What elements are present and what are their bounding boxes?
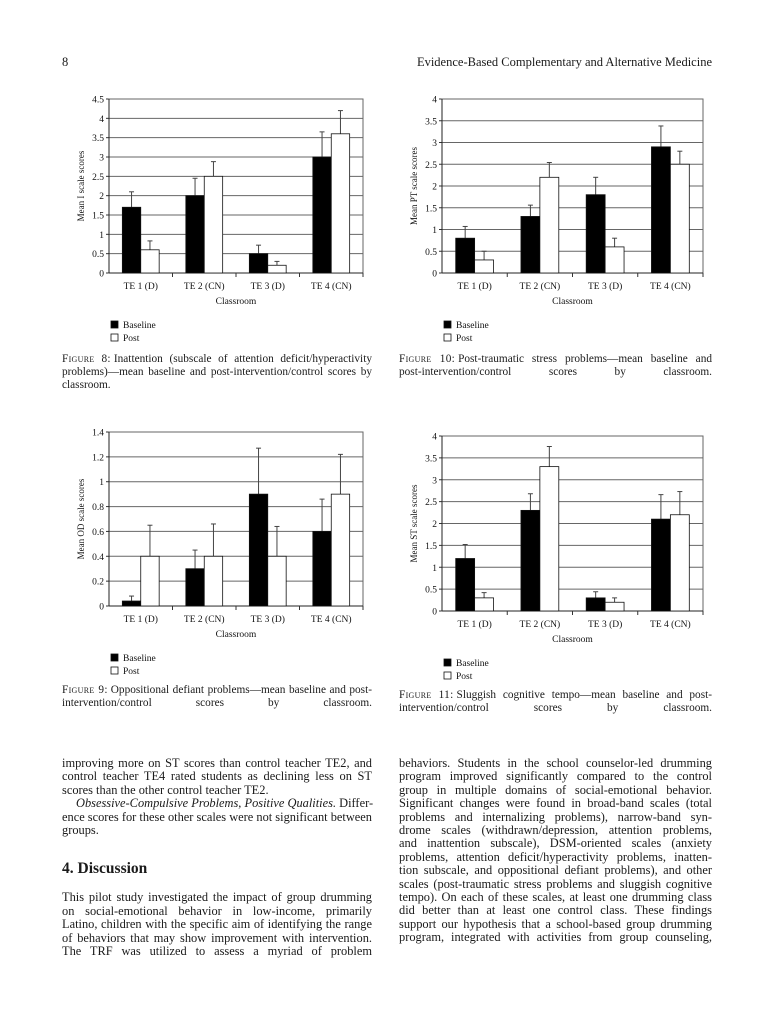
figure-label: Figure 8:	[62, 353, 111, 365]
bar-post	[141, 556, 159, 606]
caption-line	[62, 366, 372, 379]
text-line: program improved significantly compared to the control	[399, 769, 712, 784]
legend-swatch-post	[111, 667, 118, 674]
bar-baseline	[186, 196, 204, 273]
x-category-label: TE 2 (CN)	[519, 620, 561, 630]
running-head-journal-title: Evidence-Based Complementary and Alternative Medicine	[416, 55, 712, 69]
bar-baseline	[651, 147, 670, 273]
legend-swatch-baseline	[444, 659, 451, 666]
x-category-label: TE 1 (D)	[123, 615, 158, 625]
caption-line	[399, 353, 712, 366]
bar-post	[540, 467, 559, 611]
legend-label-baseline: Baseline	[456, 659, 489, 669]
text-line: scales (post-traumatic stress problems and sluggish cognitive	[399, 876, 712, 891]
y-tick-label: 4.5	[92, 95, 104, 106]
y-tick-label: 0	[99, 602, 104, 613]
text-line: tion subscale, and oppositional defiant problems), and other	[399, 863, 712, 878]
figure-label: Figure 9:	[62, 684, 108, 696]
bar-post	[268, 556, 286, 606]
x-category-label: TE 4 (CN)	[650, 620, 691, 630]
text-line: group in multiple domains of social-emotional behavior.	[399, 782, 712, 797]
text-line: This pilot study investigated the impact of group drumming	[62, 890, 372, 905]
y-axis-title: Mean ST scale scores	[409, 484, 419, 563]
y-tick-label: 4	[432, 95, 437, 106]
caption-line	[399, 366, 712, 379]
y-tick-label: 4	[99, 114, 104, 125]
text-line: and inattention subscale), DSM-oriented scales (anxiety	[399, 836, 712, 851]
x-category-label: TE 3 (D)	[250, 615, 285, 625]
bar-baseline	[521, 510, 540, 611]
bar-baseline	[456, 238, 475, 273]
bar-post	[268, 265, 286, 273]
y-tick-label: 2.5	[92, 172, 104, 183]
text-line: of behaviors that may show improvement with intervention.	[62, 930, 372, 945]
y-tick-label: 2.5	[425, 160, 437, 171]
bar-post	[204, 556, 222, 606]
legend-label-post: Post	[456, 672, 473, 682]
text-line: Latino, children with the specific aim of identifying the range	[62, 917, 372, 932]
y-tick-label: 1	[99, 478, 104, 489]
y-axis-title: Mean OD scale scores	[76, 478, 86, 560]
y-axis-title: Mean PT scale scores	[409, 146, 419, 226]
legend-label-post: Post	[456, 334, 473, 344]
caption-text: intervention/control scores by classroom.	[399, 702, 712, 714]
y-tick-label: 1.5	[425, 541, 437, 552]
bar-post	[331, 134, 349, 273]
text-line: problems and internalizing problems), narrow-band syn-	[399, 809, 712, 824]
chart-figure-11	[409, 433, 703, 683]
bar-post	[475, 260, 494, 273]
bar-post	[540, 177, 559, 273]
text-line: improving more on ST scores than control teacher TE2, and	[62, 756, 372, 770]
text-line: control teacher TE4 rated students as declining less on ST	[62, 769, 372, 784]
x-axis-title: Classroom	[215, 297, 257, 307]
x-axis-title: Classroom	[215, 630, 257, 640]
x-category-label: TE 4 (CN)	[650, 282, 691, 292]
legend-swatch-post	[444, 334, 451, 341]
caption-text: problems)—mean baseline and post-intervention/control scores by	[62, 366, 372, 378]
text-line: The TRF was utilized to assess a myriad of problem	[62, 943, 372, 958]
bar-post	[204, 176, 222, 273]
page-number: 8	[62, 55, 69, 69]
paragraph-discussion	[62, 891, 372, 958]
text-line: did better than at least one control class. These findings	[399, 903, 712, 918]
bar-baseline	[586, 195, 605, 273]
y-tick-label: 1.4	[92, 428, 104, 439]
y-tick-label: 3	[432, 139, 437, 149]
caption-line	[399, 702, 712, 715]
figure-10-caption	[399, 353, 712, 379]
x-category-label: TE 2 (CN)	[183, 615, 225, 625]
chart-figure-10	[409, 96, 703, 345]
chart-figure-9	[76, 429, 363, 678]
y-axis-title: Mean I scale scores	[76, 150, 86, 222]
caption-text: intervention/control scores by classroom.	[62, 697, 372, 709]
legend-swatch-baseline	[111, 654, 118, 661]
caption-text: classroom.	[62, 379, 111, 391]
text-line	[62, 797, 372, 810]
text-line: support our hypothesis that a school-based group drumming	[399, 916, 712, 931]
legend-label-post: Post	[123, 334, 140, 344]
y-tick-label: 3	[432, 476, 437, 487]
bar-baseline	[122, 601, 140, 606]
x-category-label: TE 3 (D)	[587, 282, 623, 292]
y-tick-label: 0.5	[425, 247, 437, 258]
figure-label: Figure 10:	[399, 353, 456, 365]
figure-8-caption	[62, 353, 372, 392]
x-category-label: TE 4 (CN)	[310, 615, 352, 625]
y-tick-label: 1	[99, 230, 104, 241]
bar-post	[605, 602, 624, 611]
bar-post	[670, 515, 689, 611]
bar-post	[475, 598, 494, 611]
y-tick-label: 0.5	[425, 585, 437, 596]
x-category-label: TE 1 (D)	[457, 620, 492, 630]
y-tick-label: 2.5	[425, 498, 437, 509]
legend-swatch-post	[444, 672, 451, 679]
y-tick-label: 0.6	[92, 527, 104, 538]
y-tick-label: 2	[99, 192, 104, 203]
text-line: tempo). On each of these scales, at least one drumming class	[399, 889, 712, 904]
x-axis-title: Classroom	[552, 635, 593, 645]
caption-line	[62, 697, 372, 710]
text-line: Significant changes were found in broad-band scales (total	[399, 796, 712, 811]
bar-baseline	[456, 559, 475, 612]
y-tick-label: 1	[432, 226, 437, 236]
text-line: on social-emotional behavior in low-income, primarily	[62, 903, 372, 918]
text-line: scores than the other control teacher TE2.	[62, 782, 269, 797]
y-tick-label: 0	[432, 607, 437, 618]
caption-line	[399, 689, 712, 702]
bar-baseline	[122, 207, 140, 273]
y-tick-label: 0	[432, 269, 437, 280]
bar-post	[331, 494, 349, 606]
text-line: groups.	[62, 822, 99, 837]
y-tick-label: 3.5	[425, 454, 437, 465]
x-category-label: TE 2 (CN)	[183, 282, 225, 292]
figure-9-caption	[62, 684, 372, 710]
legend-swatch-baseline	[111, 321, 118, 328]
y-tick-label: 0.2	[92, 577, 104, 588]
text-line: drome scales (withdrawn/depression, attention problems,	[399, 822, 712, 837]
text-line: program, integrated with activities from group counseling,	[399, 930, 712, 945]
x-axis-title: Classroom	[552, 297, 593, 307]
section-heading-discussion: 4. Discussion	[62, 860, 148, 878]
bar-baseline	[186, 569, 204, 606]
bar-post	[141, 250, 159, 273]
x-category-label: TE 3 (D)	[587, 620, 623, 630]
x-category-label: TE 3 (D)	[250, 282, 285, 292]
y-tick-label: 4	[432, 432, 437, 443]
caption-text: post-intervention/control scores by classroom.	[399, 366, 712, 378]
right-column	[399, 757, 712, 944]
bar-baseline	[651, 519, 670, 611]
text-line: problems, attention deficit/hyperactivity problems, inatten-	[399, 849, 712, 864]
y-tick-label: 1	[432, 563, 437, 574]
chart-figure-8	[76, 96, 363, 345]
paragraph-st-scores	[62, 757, 372, 797]
legend-label-baseline: Baseline	[456, 321, 489, 331]
bar-baseline	[521, 216, 540, 273]
x-category-label: TE 1 (D)	[457, 282, 492, 292]
y-tick-label: 2	[432, 520, 437, 530]
y-tick-label: 0.8	[92, 503, 104, 514]
x-category-label: TE 2 (CN)	[519, 282, 561, 292]
run-in-heading: Obsessive-Compulsive Problems, Positive Qualities.	[76, 796, 337, 811]
y-tick-label: 0.5	[92, 250, 104, 261]
legend-label-baseline: Baseline	[123, 654, 156, 664]
y-tick-label: 2	[432, 182, 437, 193]
y-tick-label: 0.4	[92, 552, 104, 563]
caption-line	[62, 684, 372, 697]
paragraph-obsessive-compulsive	[62, 797, 372, 837]
y-tick-label: 1.5	[92, 211, 104, 222]
bar-post	[670, 164, 689, 273]
y-tick-label: 0	[99, 269, 104, 280]
left-column	[62, 757, 372, 958]
caption-line	[62, 353, 372, 366]
y-tick-label: 1.5	[425, 204, 437, 215]
caption-text: Post-traumatic stress problems—mean baseline and	[458, 353, 712, 365]
legend-swatch-post	[111, 334, 118, 341]
y-tick-label: 3.5	[425, 117, 437, 128]
legend-label-baseline: Baseline	[123, 321, 156, 331]
figure-11-caption	[399, 689, 712, 715]
legend-swatch-baseline	[444, 321, 451, 328]
x-category-label: TE 4 (CN)	[310, 282, 352, 292]
caption-line	[62, 379, 372, 392]
text-line: behaviors. Students in the school counselor-led drumming	[399, 756, 712, 770]
caption-text: Sluggish cognitive tempo—mean baseline and post-	[456, 689, 712, 701]
x-category-label: TE 1 (D)	[123, 282, 158, 292]
figure-label: Figure 11:	[399, 689, 454, 701]
y-tick-label: 3	[99, 153, 104, 164]
legend-label-post: Post	[123, 667, 140, 677]
bar-baseline	[586, 598, 605, 611]
bar-baseline	[313, 531, 331, 606]
y-tick-label: 1.2	[92, 453, 104, 464]
caption-text: Inattention (subscale of attention deficit/hyperactivity	[113, 353, 372, 365]
text-run: Differ-	[336, 796, 374, 811]
bar-post	[605, 247, 624, 273]
caption-text: Oppositional defiant problems—mean baseline and post-	[110, 684, 372, 696]
bar-baseline	[249, 494, 267, 606]
text-line: ence scores for these other scales were not significant between	[62, 809, 372, 824]
bar-baseline	[249, 254, 267, 273]
bar-baseline	[313, 157, 331, 273]
y-tick-label: 3.5	[92, 134, 104, 145]
